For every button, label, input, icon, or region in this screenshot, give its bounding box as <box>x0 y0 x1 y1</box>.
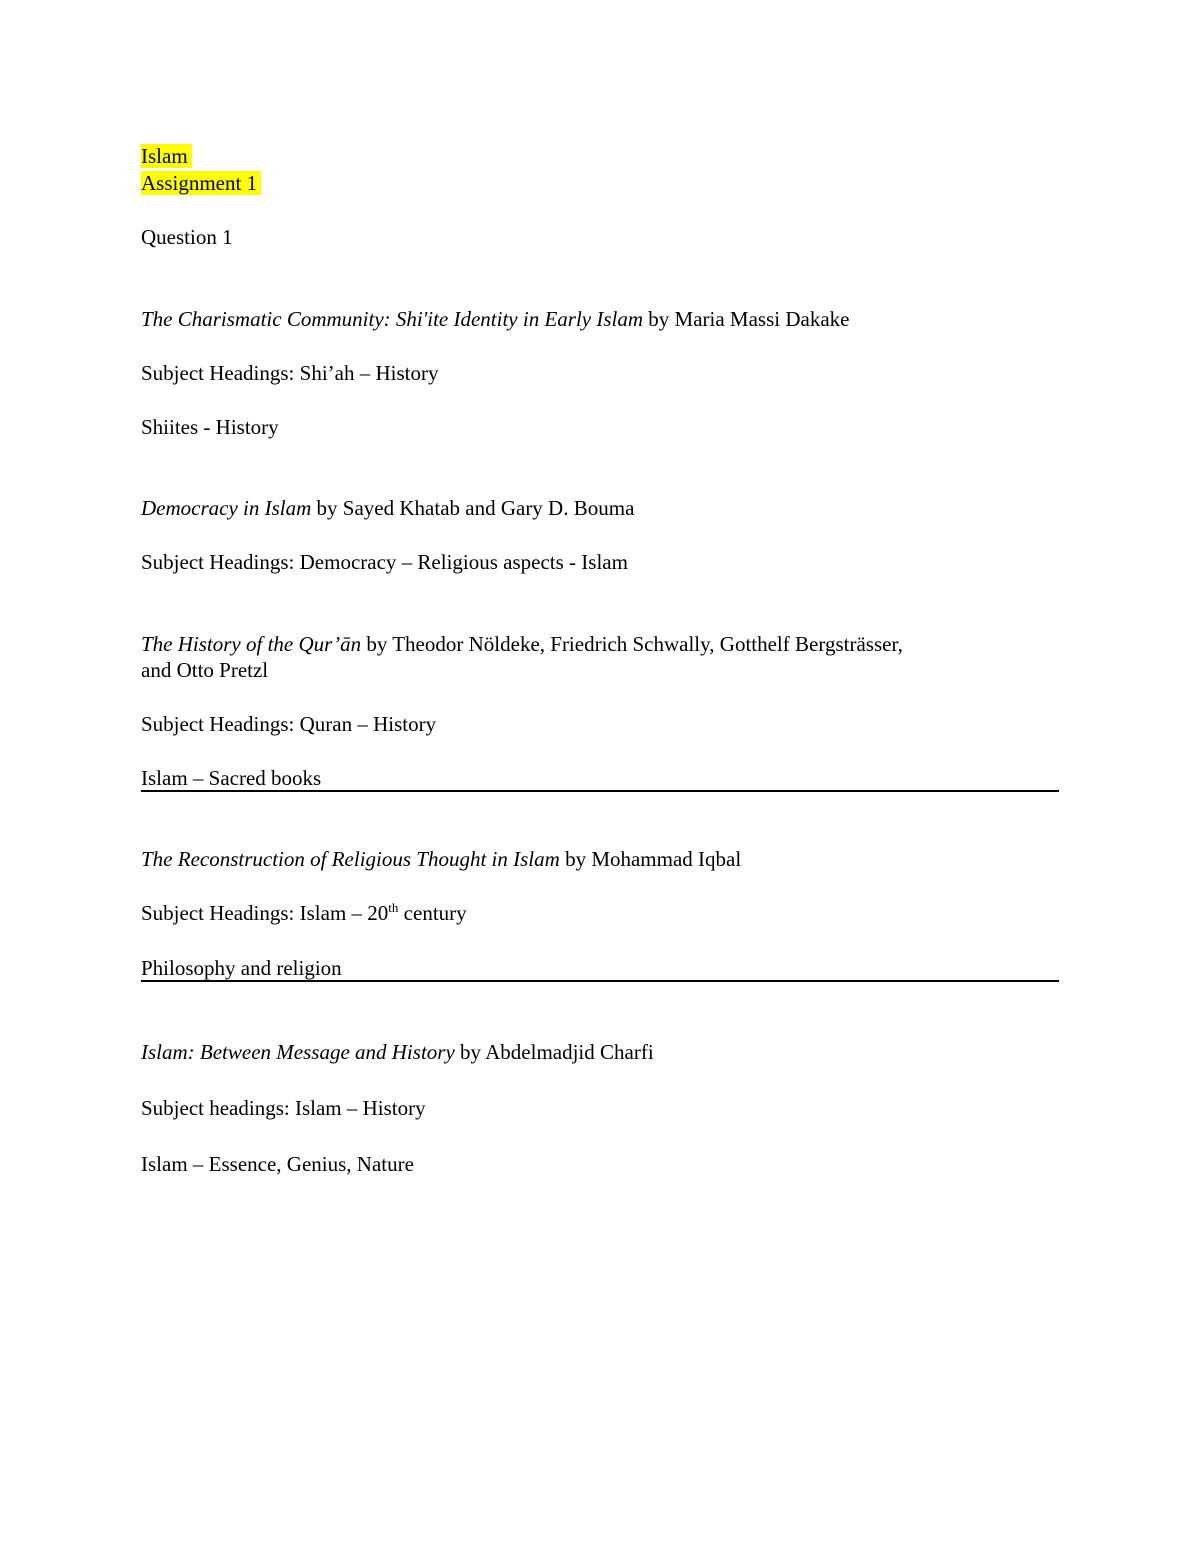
course-title: Islam <box>141 143 192 169</box>
subject-heading: Islam – Sacred books <box>141 766 322 790</box>
book-entry-5 <box>141 1039 654 1065</box>
book-title: The History of the Qur’ān <box>141 632 362 656</box>
subject-heading: Subject Headings: Shi’ah – History <box>141 361 439 385</box>
subject-heading: Subject Headings: Democracy – Religious aspects - Islam <box>141 550 628 574</box>
book-entry-1 <box>141 306 849 332</box>
subject-heading: Shiites - History <box>141 415 279 439</box>
book-entry-2 <box>141 495 634 521</box>
assignment-title: Assignment 1 <box>141 170 261 196</box>
subject-heading: Subject Headings: Islam – 20th century <box>141 900 467 925</box>
question-label: Question 1 <box>141 225 233 249</box>
book-byline: by Theodor Nöldeke, Friedrich Schwally, Gotthelf Bergsträsser, <box>366 632 903 656</box>
book-byline-continued: and Otto Pretzl <box>141 658 269 682</box>
book-entry-4 <box>141 846 741 872</box>
subject-heading: Subject headings: Islam – History <box>141 1096 426 1120</box>
book-title: Democracy in Islam <box>141 496 312 520</box>
book-entry-3 <box>141 631 903 657</box>
subject-heading: Subject Headings: Quran – History <box>141 712 437 736</box>
subject-heading: Philosophy and religion <box>141 956 342 980</box>
book-byline: by Abdelmadjid Charfi <box>460 1040 654 1064</box>
book-title: Islam: Between Message and History <box>141 1040 455 1064</box>
book-title: The Charismatic Community: Shi'ite Identity in Early Islam <box>141 307 644 331</box>
book-title: The Reconstruction of Religious Thought in Islam <box>141 847 560 871</box>
subject-heading: Islam – Essence, Genius, Nature <box>141 1152 414 1176</box>
book-byline: by Maria Massi Dakake <box>648 307 850 331</box>
divider-rule <box>141 980 1059 982</box>
book-byline: by Mohammad Iqbal <box>565 847 742 871</box>
book-byline: by Sayed Khatab and Gary D. Bouma <box>316 496 635 520</box>
divider-rule <box>141 790 1059 792</box>
